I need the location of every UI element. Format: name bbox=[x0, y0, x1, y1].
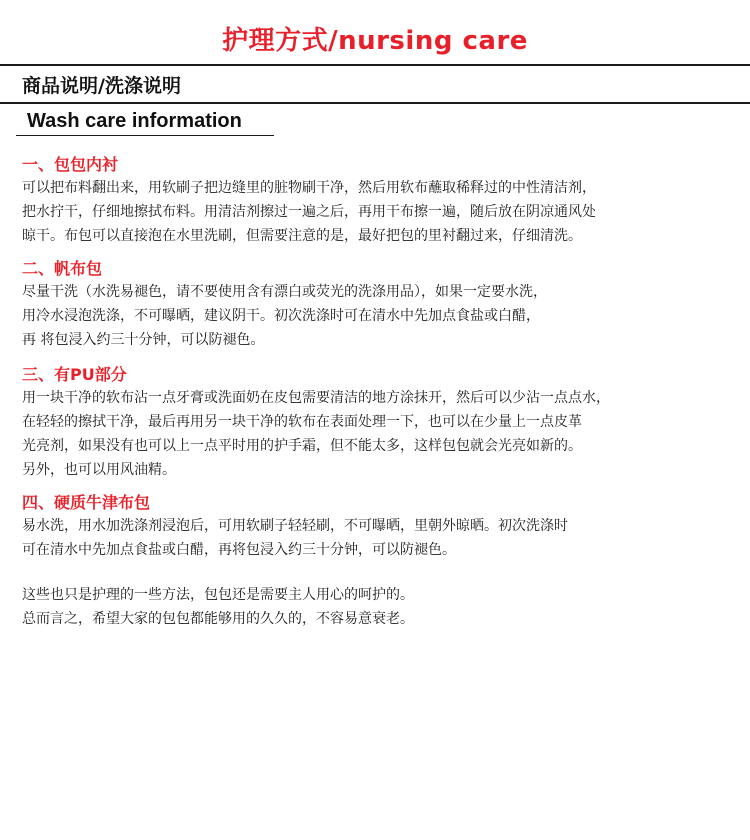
section-canvas-bag bbox=[22, 258, 737, 352]
section-text-line: 易水洗，用水加洗涤剂浸泡后，可用软刷子轻轻刷，不可曝晒，里朝外晾晒。初次洗涤时 bbox=[22, 518, 568, 534]
section-heading: 三、有PU部分 bbox=[22, 365, 127, 384]
section-header-bar bbox=[0, 64, 750, 104]
section-text-line: 在轻轻的擦拭干净，最后再用另一块干净的软布在表面处理一下，也可以在少量上一点皮革 bbox=[22, 414, 582, 430]
section-text-line: 可在清水中先加点食盐或白醋，再将包浸入约三十分钟，可以防褪色。 bbox=[22, 542, 456, 558]
section-text-line: 用冷水浸泡洗涤，不可曝晒，建议阴干。初次洗涤时可在清水中先加点食盐或白醋， bbox=[22, 308, 540, 324]
subheading-underline bbox=[16, 135, 274, 136]
section-text-line: 把水拧干，仔细地擦拭布料。用清洁剂擦过一遍之后，再用干布擦一遍，随后放在阴凉通风处 bbox=[22, 204, 596, 220]
section-heading: 一、包包内衬 bbox=[22, 155, 119, 174]
section-text-line: 用一块干净的软布沾一点牙膏或洗面奶在皮包需要清洁的地方涂抹开，然后可以少沾一点点水， bbox=[22, 390, 610, 406]
section-text-line: 另外，也可以用风油精。 bbox=[22, 462, 176, 478]
section-text-line: 可以把布料翻出来，用软刷子把边缝里的脏物刷干净，然后用软布蘸取稀释过的中性清洁剂， bbox=[22, 180, 596, 196]
section-text-line: 尽量干洗（水洗易褪色，请不要使用含有漂白或荧光的洗涤用品），如果一定要水洗， bbox=[22, 284, 547, 300]
section-text-line: 再 将包浸入约三十分钟，可以防褪色。 bbox=[22, 332, 265, 348]
section-header-title: 商品说明/洗涤说明 bbox=[22, 75, 181, 97]
section-text-line: 光亮剂，如果没有也可以上一点平时用的护手霜，但不能太多，这样包包就会光亮如新的。 bbox=[22, 438, 582, 454]
section-oxford-bag bbox=[22, 492, 737, 562]
section-pu-parts bbox=[22, 364, 737, 482]
page-title: 护理方式/nursing care bbox=[222, 26, 528, 56]
closing-line: 总而言之，希望大家的包包都能够用的久久的，不容易意衰老。 bbox=[22, 611, 414, 627]
closing-remarks bbox=[22, 583, 737, 631]
closing-line: 这些也只是护理的一些方法，包包还是需要主人用心的呵护的。 bbox=[22, 587, 414, 603]
section-text-line: 晾干。布包可以直接泡在水里洗刷，但需要注意的是，最好把包的里衬翻过来，仔细清洗。 bbox=[22, 228, 582, 244]
section-heading: 二、帆布包 bbox=[22, 259, 103, 278]
wash-care-subheading: Wash care information bbox=[27, 110, 242, 132]
section-bag-lining bbox=[22, 154, 737, 248]
section-heading: 四、硬质牛津布包 bbox=[22, 493, 151, 512]
